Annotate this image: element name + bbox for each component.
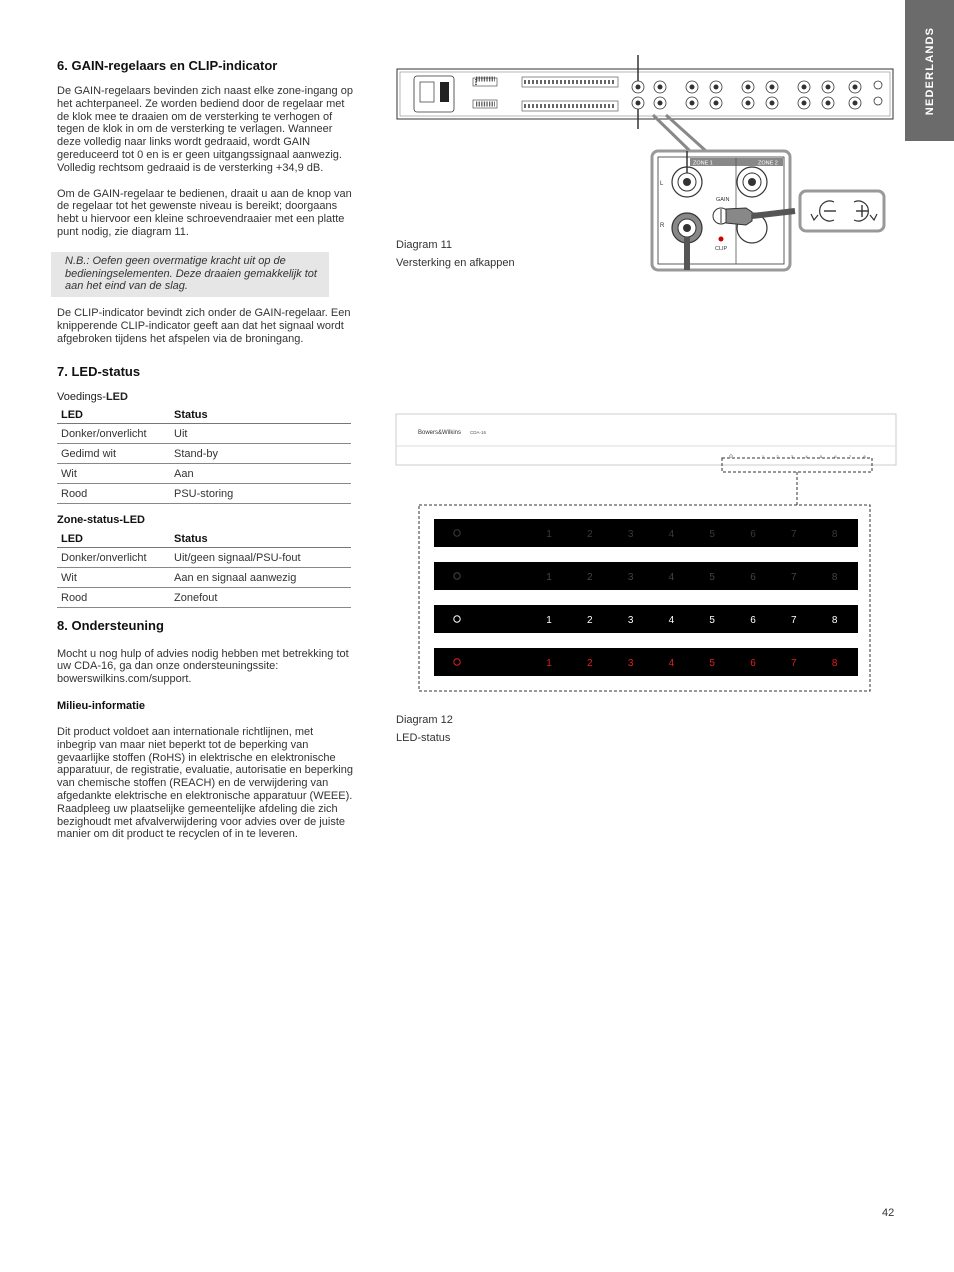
clip-led — [719, 237, 724, 242]
diagram11-caption — [396, 236, 515, 272]
zone1-label: ZONE 1 — [693, 160, 713, 167]
table-cell: Uit — [170, 423, 351, 443]
environment-title: Milieu-informatie — [57, 699, 146, 712]
zone-led-table — [57, 531, 351, 608]
gain-label: GAIN — [716, 197, 730, 203]
panel-zone-number: 7 — [848, 454, 852, 459]
clip-label: CLIP — [715, 246, 728, 252]
right-channel-label: R — [660, 223, 665, 229]
text-column — [57, 58, 353, 854]
rotation-icons-box — [800, 191, 884, 231]
table-cell: Donker/onverlicht — [57, 423, 170, 443]
section8-paragraph1: Mocht u nog hulp of advies nodig hebben met betrekking tot uw CDA-16, ga dan onze ondersteuningssite: bowerswilkins.com/support. — [57, 647, 349, 686]
led-zone-number: 7 — [791, 572, 797, 583]
panel-zone-number: 2 — [776, 454, 779, 459]
led-zone-number: 3 — [627, 615, 634, 626]
panel-zone-number: 1 — [761, 454, 765, 459]
note-text: N.B.: Oefen geen overmatige kracht uit op de bedieningselementen. Deze draaien gemakkelijk tot aan het eind van de slag. — [65, 254, 317, 293]
led-zone-number: 2 — [587, 658, 593, 669]
table-cell: Aan en signaal aanwezig — [170, 567, 351, 587]
table-cell: Rood — [57, 483, 170, 503]
led-zone-number: 5 — [709, 572, 715, 583]
language-tab-label: NEDERLANDS — [923, 26, 936, 115]
section6-paragraph1: De GAIN-regelaars bevinden zich naast elke zone-ingang op het achterpaneel. Ze worden bediend door de regelaar met de klok mee te draaien om de versterking te verhogen of tegen de klok in om de versterking te verlagen. Wanneer deze volledig naar links wordt gedraaid, wordt GAIN gereduceerd tot 0 en is er geen uitgangssignaal aanwezig. Volledig rechtsom gedraaid is de versterking +34,9 dB. — [57, 85, 353, 174]
table-header-status: Status — [170, 531, 351, 548]
power-led-table — [57, 407, 351, 504]
diagram12-caption — [396, 711, 453, 747]
diagram12-caption-subtitle: LED-status — [396, 732, 451, 744]
table-row — [57, 587, 351, 607]
panel-zone-number: 8 — [863, 454, 866, 459]
table-header-row — [57, 407, 351, 424]
section7-title: 7. LED-status — [57, 363, 141, 379]
model-name: CDA-16 — [470, 430, 487, 435]
led-zone-number: 1 — [546, 529, 552, 540]
led-zone-number: 4 — [668, 572, 675, 583]
led-zone-number: 8 — [831, 529, 838, 540]
led-zone-number: 6 — [750, 658, 756, 669]
diagram11-caption-subtitle: Versterking en afkappen — [396, 257, 515, 269]
table-header-led: LED — [57, 531, 170, 548]
led-zone-number: 8 — [831, 572, 838, 583]
table-cell: Wit — [57, 567, 170, 587]
table-row — [57, 443, 351, 463]
led-zone-number: 3 — [627, 658, 634, 669]
led-status-rows — [434, 519, 858, 676]
table-cell: Zonefout — [170, 587, 351, 607]
diagram-12 — [390, 410, 900, 700]
led-zone-number: 8 — [831, 615, 838, 626]
table-cell: Aan — [170, 463, 351, 483]
panel-zone-number: 3 — [790, 454, 794, 459]
led-zone-number: 1 — [546, 658, 552, 669]
section8-title: 8. Ondersteuning — [57, 617, 164, 633]
led-zone-number: 6 — [750, 615, 756, 626]
led-zone-number: 5 — [709, 615, 715, 626]
table-header-led: LED — [57, 407, 170, 424]
diagram11-caption-title: Diagram 11 — [396, 239, 453, 251]
led-zone-number: 4 — [668, 529, 675, 540]
led-zone-number: 7 — [791, 529, 797, 540]
environment-paragraph: Dit product voldoet aan internationale richtlijnen, met inbegrip van maar niet beperkt tot de beperking van gevaarlijke stoffen (RoHS) in elektrische en elektronische apparatuur, de registratie, evaluatie, autorisatie en beperking van chemische stoffen (REACH) en de verwijdering van afgedankte elektrische en elektronische apparatuur (WEEE). Raadpleeg uw plaatselijke gemeentelijke afdeling die zich bezighoudt met afvalverwijdering voor advies over de juiste manier om dit product te recyclen of in te leveren. — [57, 725, 353, 841]
table-header-row — [57, 531, 351, 548]
diagram12-caption-title: Diagram 12 — [396, 714, 453, 726]
power-led-label: Voedings-LED — [57, 390, 128, 403]
table-cell: Gedimd wit — [57, 443, 170, 463]
led-zone-number: 6 — [750, 572, 756, 583]
led-zone-number: 7 — [791, 658, 797, 669]
note-box — [51, 252, 329, 297]
led-zone-number: 2 — [587, 572, 593, 583]
rear-panel — [397, 69, 893, 119]
zone-led-label: Zone-status-LED — [57, 513, 145, 526]
zone2-label: ZONE 2 — [758, 160, 778, 167]
led-zone-number: 1 — [546, 615, 552, 626]
led-zone-number: 2 — [587, 615, 593, 626]
table-row — [57, 463, 351, 483]
table-row — [57, 423, 351, 443]
table-cell: Rood — [57, 587, 170, 607]
table-cell: Stand-by — [170, 443, 351, 463]
led-zone-number: 2 — [587, 529, 593, 540]
table-row — [57, 547, 351, 567]
led-zone-number: 5 — [709, 529, 715, 540]
left-channel-label: L — [660, 181, 664, 187]
power-switch — [440, 82, 449, 102]
table-cell: Uit/geen signaal/PSU-fout — [170, 547, 351, 567]
screwdriver — [726, 208, 752, 225]
table-header-status: Status — [170, 407, 351, 424]
section6-paragraph2: Om de GAIN-regelaar te bedienen, draait u aan de knop van de regelaar tot het gewenste niveau is bereikt; doorgaans hebt u hiervoor een kleine schroevendraaier met een platte punt nodig, zie diagram 11. — [57, 187, 352, 238]
brand-logo: Bowers&Wilkins — [418, 430, 462, 436]
led-zone-number: 1 — [546, 572, 552, 583]
led-zone-number: 4 — [668, 615, 675, 626]
led-zone-number: 7 — [791, 615, 797, 626]
table-row — [57, 567, 351, 587]
panel-zone-number: 6 — [834, 454, 837, 459]
panel-zone-number: 4 — [805, 454, 808, 459]
led-zone-number: 5 — [709, 658, 715, 669]
language-tab — [905, 0, 954, 141]
led-zone-number: 8 — [831, 658, 838, 669]
led-zone-number: 3 — [627, 529, 634, 540]
table-cell: PSU-storing — [170, 483, 351, 503]
page-number: 42 — [882, 1207, 895, 1219]
led-zone-number: 4 — [668, 658, 675, 669]
led-zone-number: 6 — [750, 529, 756, 540]
section6-paragraph3: De CLIP-indicator bevindt zich onder de GAIN-regelaar. Een knipperende CLIP-indicator geeft aan dat het signaal wordt afgebroken tijdens het afspelen via de broningang. — [57, 307, 351, 345]
table-cell: Wit — [57, 463, 170, 483]
table-cell: Donker/onverlicht — [57, 547, 170, 567]
section6-title: 6. GAIN-regelaars en CLIP-indicator — [57, 58, 278, 73]
led-zone-number: 3 — [627, 572, 634, 583]
panel-zone-number: 5 — [819, 454, 823, 459]
table-row — [57, 483, 351, 503]
